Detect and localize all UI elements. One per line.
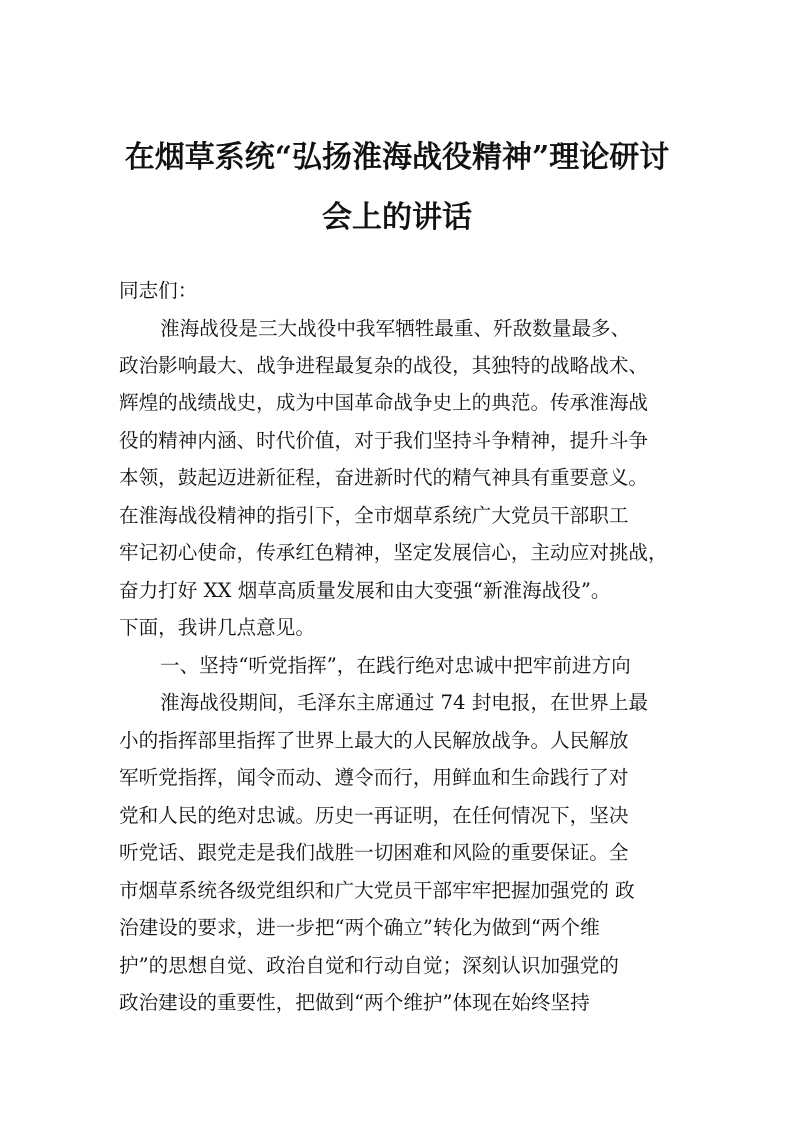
body-line: 役的精神内涵、时代价值，对于我们坚持斗争精神，提升斗争 (119, 429, 649, 452)
salutation: 同志们： (119, 279, 198, 302)
body-line: 市烟草系统各级党组织和广大党员干部牢牢把握加强党的 政 (119, 879, 635, 902)
body-line: 政治建设的重要性，把做到“两个维护”体现在始终坚持 (119, 991, 590, 1014)
body-line: 军听党指挥，闻令而动、遵令而行，用鲜血和生命践行了对 (119, 766, 629, 789)
body-line: 奋力打好 XX 烟草高质量发展和由大变强“新淮海战役”。 (119, 579, 611, 602)
body-line: 治建设的要求，进一步把“两个确立”转化为做到“两个维 (119, 916, 600, 939)
body-line: 听党话、跟党走是我们战胜一切困难和风险的重要保证。全 (119, 841, 629, 864)
body-line: 下面，我讲几点意见。 (119, 616, 315, 639)
body-line: 护”的思想自觉、政治自觉和行动自觉；深刻认识加强党的 (119, 954, 619, 977)
body-line: 淮海战役是三大战役中我军牺牲最重、歼敌数量最多、 (160, 317, 631, 340)
body-line: 牢记初心使命，传承红色精神，坚定发展信心，主动应对挑战， (119, 541, 668, 564)
document-title-line-2: 会上的讲话 (322, 200, 472, 235)
body-line: 淮海战役期间，毛泽东主席通过 74 封电报，在世界上最 (160, 691, 649, 714)
body-line: 小的指挥部里指挥了世界上最大的人民解放战争。人民解放 (119, 729, 629, 752)
body-line: 在淮海战役精神的指引下，全市烟草系统广大党员干部职工 (119, 504, 629, 527)
body-line: 辉煌的战绩战史，成为中国革命战争史上的典范。传承淮海战 (119, 391, 649, 414)
body-line: 政治影响最大、战争进程最复杂的战役，其独特的战略战术、 (119, 354, 649, 377)
body-line: 党和人民的绝对忠诚。历史一再证明，在任何情况下，坚决 (119, 804, 629, 827)
document-title-line-1: 在烟草系统“弘扬淮海战役精神”理论研讨 (124, 140, 670, 175)
section-heading: 一、坚持“听党指挥”，在践行绝对忠诚中把牢前进方向 (160, 654, 631, 677)
body-line: 本领，鼓起迈进新征程，奋进新时代的精气神具有重要意义。 (119, 466, 649, 489)
